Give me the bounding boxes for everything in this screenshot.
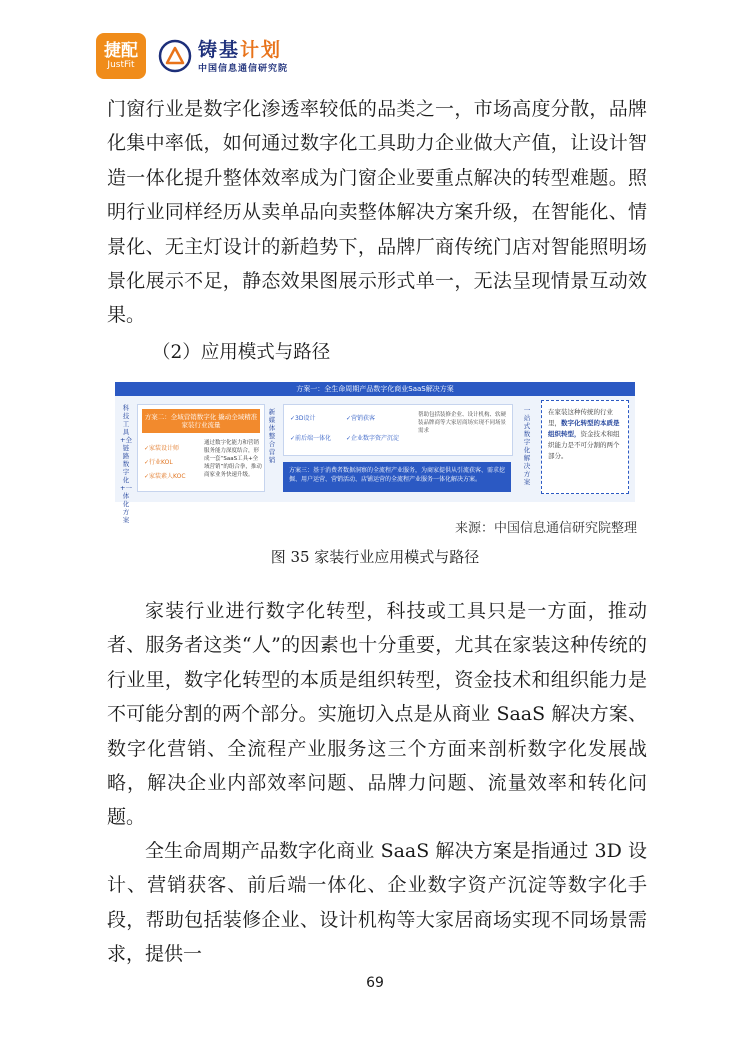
plan1-item: ✓3D设计	[290, 415, 316, 422]
plan1-box	[283, 404, 513, 456]
header-logos	[96, 32, 288, 80]
plan1-item: ✓前后端一体化	[290, 435, 332, 442]
plan2-box	[137, 404, 265, 492]
plan3-box: 方案三：基于消费者数据洞察的全流程产业服务，为商家提供从引流获客、需求挖掘、用户运营、营销活动、店铺运营的全流程产业服务一体化解决方案。	[283, 462, 511, 492]
plan2-item: ✓行业KOL	[144, 459, 173, 466]
figure-conclusion-box	[541, 400, 629, 494]
plan2-item: ✓家装设计师	[144, 445, 180, 452]
plan2-title: 方案二：全域营销数字化 撬动全域精准家装行业流量	[142, 409, 260, 433]
justfit-logo-cn: 捷配	[104, 40, 138, 61]
zhuji-title-a: 铸基	[198, 38, 241, 61]
figure-header-plan1: 方案一：全生命周期产品数字化商业SaaS解决方案	[115, 382, 635, 396]
figure-left-label: 科技工具+全链路数字化+一体化方案	[120, 404, 132, 524]
paragraph-1: 门窗行业是数字化渗透率较低的品类之一，市场高度分散，品牌化集中率低，如何通过数字化工具助力企业做大产值，让设计智造一体化提升整体效率成为门窗企业要重点解决的转型难题。照明行业同样经历从卖单品向卖整体解决方案升级，在智能化、情景化、无主灯设计的新趋势下，品牌厂商传统门店对智能照明场景化展示不足，静态效果图展示形式单一，无法呈现情景互动效果。	[107, 98, 647, 327]
paragraph-3: 全生命周期产品数字化商业 SaaS 解决方案是指通过 3D 设计、营销获客、前后端一体化、企业数字资产沉淀等数字化手段，帮助包括装修企业、设计机构等大家居商场实现不同场景需求，提供一	[107, 840, 647, 966]
zhuji-logo-title	[198, 39, 288, 61]
paragraph-2: 家装行业进行数字化转型，科技或工具只是一方面，推动者、服务者这类“人”的因素也十分重要，尤其在家装这种传统的行业里，数字化转型的本质是组织转型，资金技术和组织能力是不可能分割的两个部分。实施切入点是从商业 SaaS 解决方案、数字化营销、全流程产业服务这三个方面来剖析数字化发展战略，解决企业内部效率问题、品牌力问题、流量效率和转化问题。	[107, 600, 647, 829]
plan2-item: ✓家装素人KOC	[144, 473, 186, 480]
figure-mid-label: 新媒体整合营销	[268, 408, 276, 464]
section-heading: （2）应用模式与路径	[152, 342, 331, 363]
plan1-item: ✓营销获客	[346, 415, 376, 422]
zhuji-title-b: 计划	[240, 38, 283, 61]
plan1-item: ✓企业数字资产沉淀	[346, 435, 400, 442]
conclusion-text-a: 在家装这种传统的行业里，	[548, 408, 613, 427]
figure-35	[115, 382, 635, 524]
figure-right-label: 一站式数字化解决方案	[523, 406, 531, 486]
zhuji-logo	[158, 39, 288, 74]
zhuji-logo-subtitle: 中国信息通信研究院	[198, 63, 289, 74]
figure-caption: 图 35 家装行业应用模式与路径	[270, 548, 480, 566]
justfit-logo	[96, 33, 146, 79]
zhuji-emblem-icon	[158, 39, 192, 73]
conclusion-text-b: 数字化转型的本质是组织转型，	[548, 419, 620, 438]
figure-source: 来源：中国信息通信研究院整理	[455, 521, 638, 536]
plan1-description: 帮助包括装修企业、设计机构、软硬装品牌商等大家居商场实现不同场景需求	[418, 412, 507, 434]
justfit-logo-en: JustFit	[107, 59, 135, 70]
plan2-description: 通过数字化能力和营销服务能力深度结合，形成一套“SaaS工具+全域营销”的组合拳，推动商家业务快速升级。	[204, 440, 262, 478]
page-number: 69	[366, 975, 384, 991]
conclusion-text-c: 资金技术和组织能力是不可分割的两个部分。	[548, 430, 620, 460]
